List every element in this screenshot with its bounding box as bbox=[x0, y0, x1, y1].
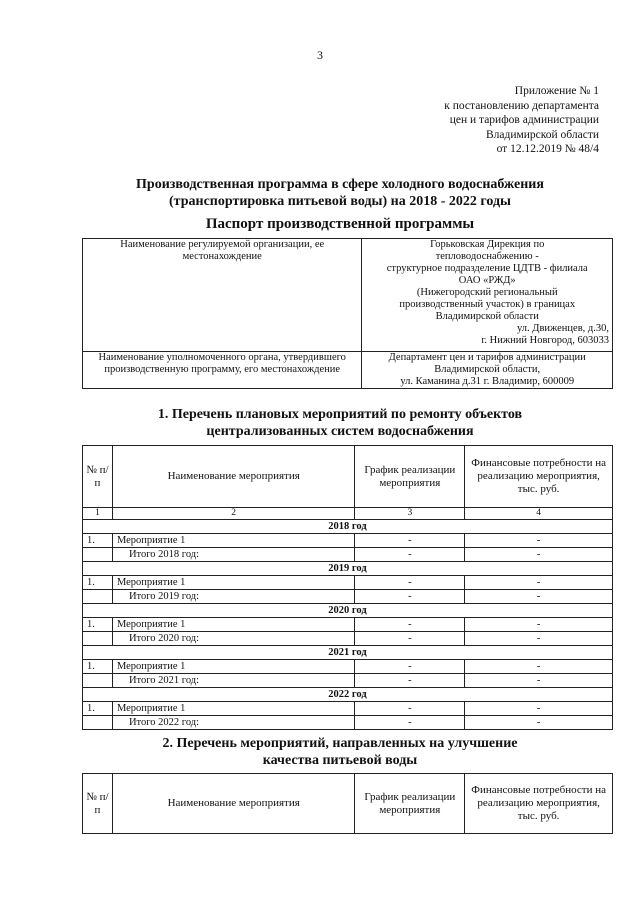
column-number-row bbox=[83, 508, 613, 520]
main-title-line: (транспортировка питьевой воды) на 2018 - 2022 годы bbox=[169, 194, 511, 209]
year-row bbox=[83, 604, 613, 618]
schedule-cell: - bbox=[355, 716, 465, 730]
section1-title-line: централизованных систем водоснабжения bbox=[206, 424, 474, 439]
table-row bbox=[83, 534, 613, 548]
finance-cell: - bbox=[465, 632, 613, 646]
column-number: 4 bbox=[465, 508, 613, 520]
main-title-line: Производственная программа в сфере холодного водоснабжения bbox=[136, 177, 544, 192]
row-number: 1. bbox=[83, 618, 113, 632]
row-number: 1. bbox=[83, 534, 113, 548]
row-number bbox=[83, 590, 113, 604]
appendix-line: цен и тарифов администрации bbox=[449, 114, 599, 126]
passport-value-line: г. Нижний Новгород, 603033 bbox=[481, 335, 609, 346]
table-header-row bbox=[83, 446, 613, 508]
finance-cell: - bbox=[465, 576, 613, 590]
finance-cell: - bbox=[465, 716, 613, 730]
row-number: 1. bbox=[83, 660, 113, 674]
passport-value-line: ул. Движенцев, д.30, bbox=[517, 323, 609, 334]
appendix-line: от 12.12.2019 № 48/4 bbox=[496, 143, 599, 155]
appendix-line: Приложение № 1 bbox=[514, 85, 599, 97]
col-header-name: Наименование мероприятия bbox=[112, 446, 354, 508]
total-row bbox=[83, 632, 613, 646]
column-number: 1 bbox=[83, 508, 113, 520]
schedule-cell: - bbox=[355, 660, 465, 674]
row-number bbox=[83, 674, 113, 688]
row-number bbox=[83, 716, 113, 730]
total-row bbox=[83, 674, 613, 688]
passport-value-line: тепловодоснабжению - bbox=[435, 251, 539, 262]
passport-value-line: Владимирской области bbox=[435, 311, 539, 322]
year-label: 2022 год bbox=[83, 688, 613, 702]
year-label: 2018 год bbox=[83, 520, 613, 534]
row-number bbox=[83, 632, 113, 646]
event-name: Мероприятие 1 bbox=[112, 576, 354, 590]
schedule-cell: - bbox=[355, 702, 465, 716]
year-row bbox=[83, 688, 613, 702]
section2-title-line: качества питьевой воды bbox=[262, 753, 418, 768]
finance-cell: - bbox=[465, 618, 613, 632]
event-name: Мероприятие 1 bbox=[112, 618, 354, 632]
passport-value-line: ул. Каманина д.31 г. Владимир, 600009 bbox=[400, 376, 575, 387]
year-label: 2021 год bbox=[83, 646, 613, 660]
appendix-line: к постановлению департамента bbox=[444, 99, 599, 112]
schedule-cell: - bbox=[355, 590, 465, 604]
year-row bbox=[83, 562, 613, 576]
total-label: Итого 2018 год: bbox=[112, 548, 354, 562]
col-header-num: № п/п bbox=[83, 446, 113, 508]
passport-label: Наименование регулируемой организации, ее местонахождение bbox=[83, 239, 362, 352]
total-label: Итого 2019 год: bbox=[112, 590, 354, 604]
passport-row bbox=[83, 239, 613, 352]
finance-cell: - bbox=[465, 702, 613, 716]
row-number bbox=[83, 548, 113, 562]
total-row bbox=[83, 590, 613, 604]
row-number: 1. bbox=[83, 702, 113, 716]
col-header-schedule: График реализации мероприятия bbox=[355, 446, 465, 508]
passport-value-line: (Нижегородский региональный bbox=[416, 287, 558, 298]
appendix-line: Владимирской области bbox=[485, 128, 599, 141]
passport-value-line: ОАО «РЖД» bbox=[458, 275, 516, 286]
passport-value-line: производственный участок) в границах bbox=[399, 299, 576, 310]
year-row bbox=[83, 646, 613, 660]
finance-cell: - bbox=[465, 674, 613, 688]
passport-value-line: структурное подразделение ЦДТВ - филиала bbox=[386, 263, 588, 274]
col-header-finance: Финансовые потребности на реализацию мероприятия, тыс. руб. bbox=[465, 774, 613, 834]
passport-value bbox=[362, 239, 613, 352]
table-header-row bbox=[83, 774, 613, 834]
table-row bbox=[83, 660, 613, 674]
section2-title-line: 2. Перечень мероприятий, направленных на улучшение bbox=[162, 736, 518, 751]
passport-value-line: Горьковская Дирекция по bbox=[430, 239, 545, 250]
page-number: 3 bbox=[317, 48, 323, 62]
passport-title: Паспорт производственной программы bbox=[205, 216, 475, 232]
row-number: 1. bbox=[83, 576, 113, 590]
appendix-block bbox=[369, 84, 599, 157]
column-number: 3 bbox=[355, 508, 465, 520]
passport-value-line: Департамент цен и тарифов администрации bbox=[388, 352, 586, 363]
schedule-cell: - bbox=[355, 576, 465, 590]
table-row bbox=[83, 576, 613, 590]
passport-label: Наименование уполномоченного органа, утвердившего производственную программу, его местонахождение bbox=[83, 352, 362, 389]
finance-cell: - bbox=[465, 534, 613, 548]
col-header-num: № п/п bbox=[83, 774, 113, 834]
finance-cell: - bbox=[465, 590, 613, 604]
table-row bbox=[83, 702, 613, 716]
year-label: 2020 год bbox=[83, 604, 613, 618]
year-label: 2019 год bbox=[83, 562, 613, 576]
main-title bbox=[60, 176, 620, 210]
event-name: Мероприятие 1 bbox=[112, 534, 354, 548]
col-header-schedule: График реализации мероприятия bbox=[355, 774, 465, 834]
total-label: Итого 2020 год: bbox=[112, 632, 354, 646]
col-header-name: Наименование мероприятия bbox=[112, 774, 354, 834]
event-name: Мероприятие 1 bbox=[112, 702, 354, 716]
schedule-cell: - bbox=[355, 618, 465, 632]
year-row bbox=[83, 520, 613, 534]
col-header-finance: Финансовые потребности на реализацию мероприятия, тыс. руб. bbox=[465, 446, 613, 508]
passport-table bbox=[82, 238, 613, 389]
table-row bbox=[83, 618, 613, 632]
repair-events-table bbox=[82, 445, 613, 730]
section1-title bbox=[60, 406, 620, 440]
event-name: Мероприятие 1 bbox=[112, 660, 354, 674]
schedule-cell: - bbox=[355, 534, 465, 548]
schedule-cell: - bbox=[355, 632, 465, 646]
schedule-cell: - bbox=[355, 674, 465, 688]
total-label: Итого 2021 год: bbox=[112, 674, 354, 688]
section2-title bbox=[60, 735, 620, 769]
total-row bbox=[83, 716, 613, 730]
passport-value bbox=[362, 352, 613, 389]
finance-cell: - bbox=[465, 548, 613, 562]
total-label: Итого 2022 год: bbox=[112, 716, 354, 730]
finance-cell: - bbox=[465, 660, 613, 674]
passport-row bbox=[83, 352, 613, 389]
section1-title-line: 1. Перечень плановых мероприятий по ремонту объектов bbox=[157, 407, 523, 422]
total-row bbox=[83, 548, 613, 562]
water-quality-table bbox=[82, 773, 613, 834]
schedule-cell: - bbox=[355, 548, 465, 562]
column-number: 2 bbox=[112, 508, 354, 520]
passport-value-line: Владимирской области, bbox=[434, 364, 541, 375]
